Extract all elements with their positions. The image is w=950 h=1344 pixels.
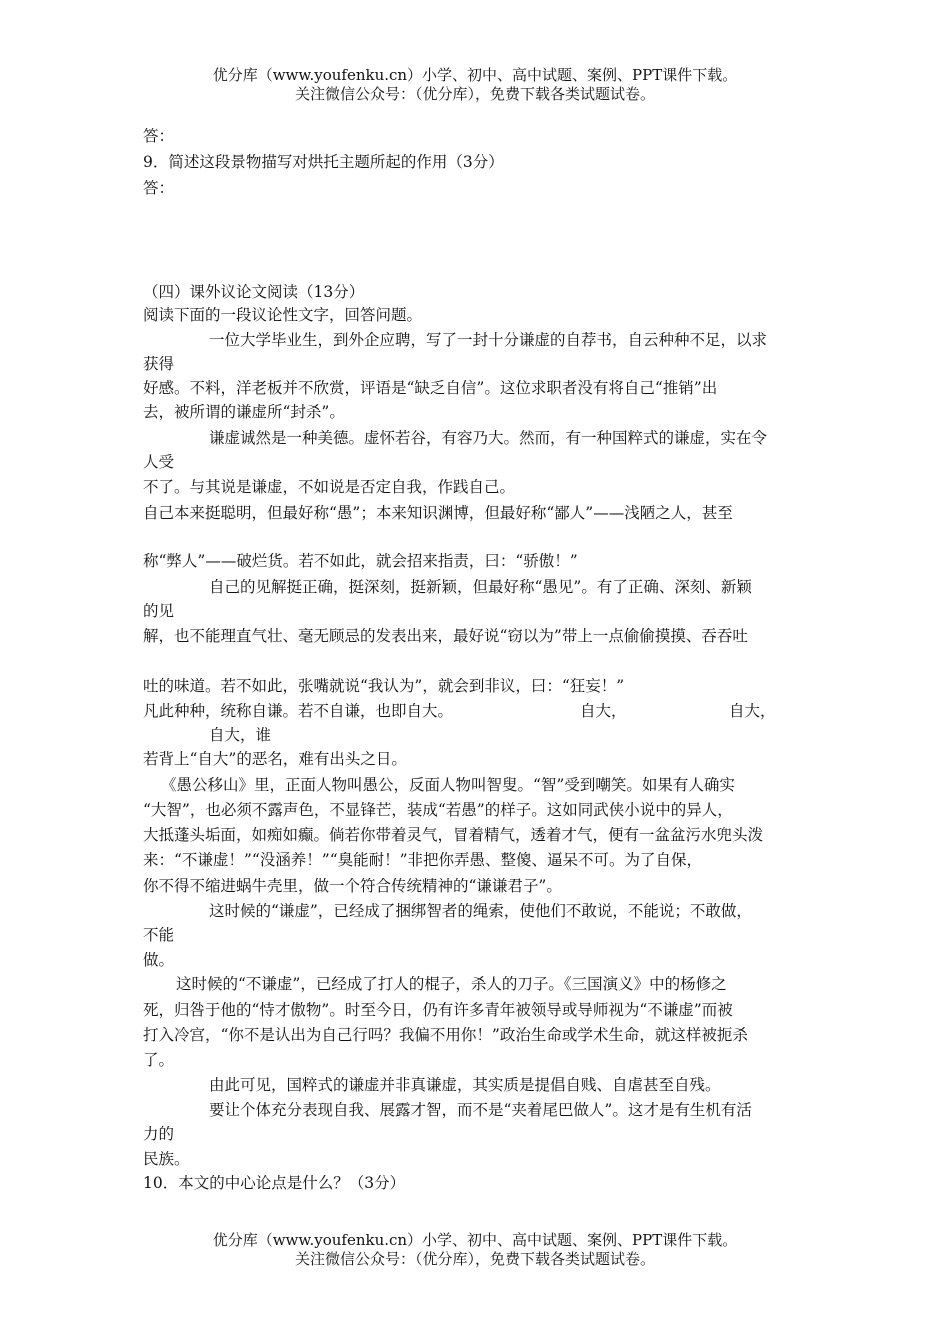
answer-label: 答：: [143, 127, 175, 145]
passage-line: 打入冷宫，“你不是认出为自己行吗？我偏不用你！”政治生命或学术生命，就这样被扼杀: [143, 1026, 748, 1044]
passage-line: 吐的味道。若不如此，张嘴就说“我认为”，就会到非议，曰：“狂妄！”: [143, 677, 625, 695]
passage-line: 做。: [143, 951, 175, 969]
passage-line: 的见: [143, 602, 175, 620]
passage-line: 由此可见，国粹式的谦虚并非真谦虚，其实质是提倡自贱、自虐甚至自残。: [209, 1076, 721, 1094]
page-footer: [0, 1231, 950, 1269]
footer-line-1: 优分库（www.youfenku.cn）小学、初中、高中试题、案例、PPT课件下载。: [212, 1231, 738, 1249]
passage-line: 这时候的“不谦虚”，已经成了打人的棍子，杀人的刀子。《三国演义》中的杨修之: [176, 975, 727, 993]
question-9: 9．简述这段景物描写对烘托主题所起的作用（3分）: [143, 153, 504, 171]
footer-line-2: 关注微信公众号：（优分库），免费下载各类试题试卷。: [294, 1250, 655, 1268]
passage-segment: 自大，: [580, 702, 627, 720]
passage-line: 解，也不能理直气壮、毫无顾忌的发表出来，最好说“窃以为”带上一点偷偷摸摸、吞吞吐: [143, 627, 748, 645]
passage-line: 力的: [143, 1125, 175, 1143]
question-10: 10．本文的中心论点是什么？（3分）: [143, 1174, 406, 1192]
passage-line: 好感。不料，洋老板并不欣赏，评语是“缺乏自信”。这位求职者没有将自己“推销”出: [143, 379, 718, 397]
passage-line: 自己的见解挺正确，挺深刻，挺新颖，但最好称“愚见”。有了正确、深刻、新颖: [209, 578, 752, 596]
passage-line: 谦虚诚然是一种美德。虚怀若谷，有容乃大。然而，有一种国粹式的谦虚，实在令: [209, 429, 768, 447]
answer-label: 答：: [143, 179, 175, 197]
passage-line: 不能: [143, 926, 175, 944]
passage-line: 若背上“自大”的恶名，难有出头之日。: [143, 750, 407, 768]
passage-line: 要让个体充分表现自我、展露才智，而不是“夹着尾巴做人”。这才是有生机有活: [209, 1101, 752, 1119]
passage-segment: 自大，: [729, 702, 776, 720]
passage-line: 一位大学毕业生，到外企应聘，写了一封十分谦虚的自荐书，自云种种不足，以求: [209, 331, 768, 349]
passage-line: 来：“不谦虚！”“没涵养！”“臭能耐！”非把你弄愚、整傻、逼呆不可。为了自保，: [143, 851, 703, 869]
passage-line: 大抵蓬头垢面，如痴如癫。倘若你带着灵气，冒着精气，透着才气，便有一盆盆污水兜头泼: [143, 826, 764, 844]
passage-line: 获得: [143, 355, 175, 373]
passage-line: 不了。与其说是谦虚，不如说是否定自我，作践自己。: [143, 478, 516, 496]
section-instruction: 阅读下面的一段议论性文字，回答问题。: [143, 306, 423, 324]
passage-line: 自大，谁: [209, 726, 272, 744]
passage-line: 去，被所谓的谦虚所“封杀”。: [143, 403, 345, 421]
passage-line: 你不得不缩进蜗牛壳里，做一个符合传统精神的“谦谦君子”。: [143, 877, 562, 895]
passage-line: 死，归咎于他的“恃才傲物”。时至今日，仍有许多青年被领导或导师视为“不谦虚”而被: [143, 1001, 733, 1019]
passage-line: “大智”，也必须不露声色，不显锋芒，装成“若愚”的样子。这如同武侠小说中的异人，: [143, 801, 733, 819]
header-line-2: 关注微信公众号：（优分库），免费下载各类试题试卷。: [294, 85, 655, 103]
passage-line: 人受: [143, 453, 175, 471]
passage-line: 了。: [143, 1051, 175, 1069]
section-title: （四）课外议论文阅读（13分）: [143, 283, 365, 301]
passage-line: 称“弊人”——破烂货。若不如此，就会招来指责，曰：“骄傲！”: [143, 552, 578, 570]
header-line-1: 优分库（www.youfenku.cn）小学、初中、高中试题、案例、PPT课件下载。: [212, 66, 738, 84]
passage-line: 民族。: [143, 1150, 190, 1168]
passage-line: 这时候的“谦虚”，已经成了捆绑智者的绳索，使他们不敢说，不能说；不敢做，: [209, 902, 752, 920]
passage-line: 凡此种种，统称自谦。若不自谦，也即自大。: [143, 702, 454, 720]
passage-line: 自己本来挺聪明，但最好称“愚”；本来知识渊博，但最好称“鄙人”——浅陋之人，甚至: [143, 504, 733, 522]
passage-line: 《愚公移山》里，正面人物叫愚公，反面人物叫智叟。“智”受到嘲笑。如果有人确实: [161, 776, 735, 794]
page-header: [0, 66, 950, 104]
